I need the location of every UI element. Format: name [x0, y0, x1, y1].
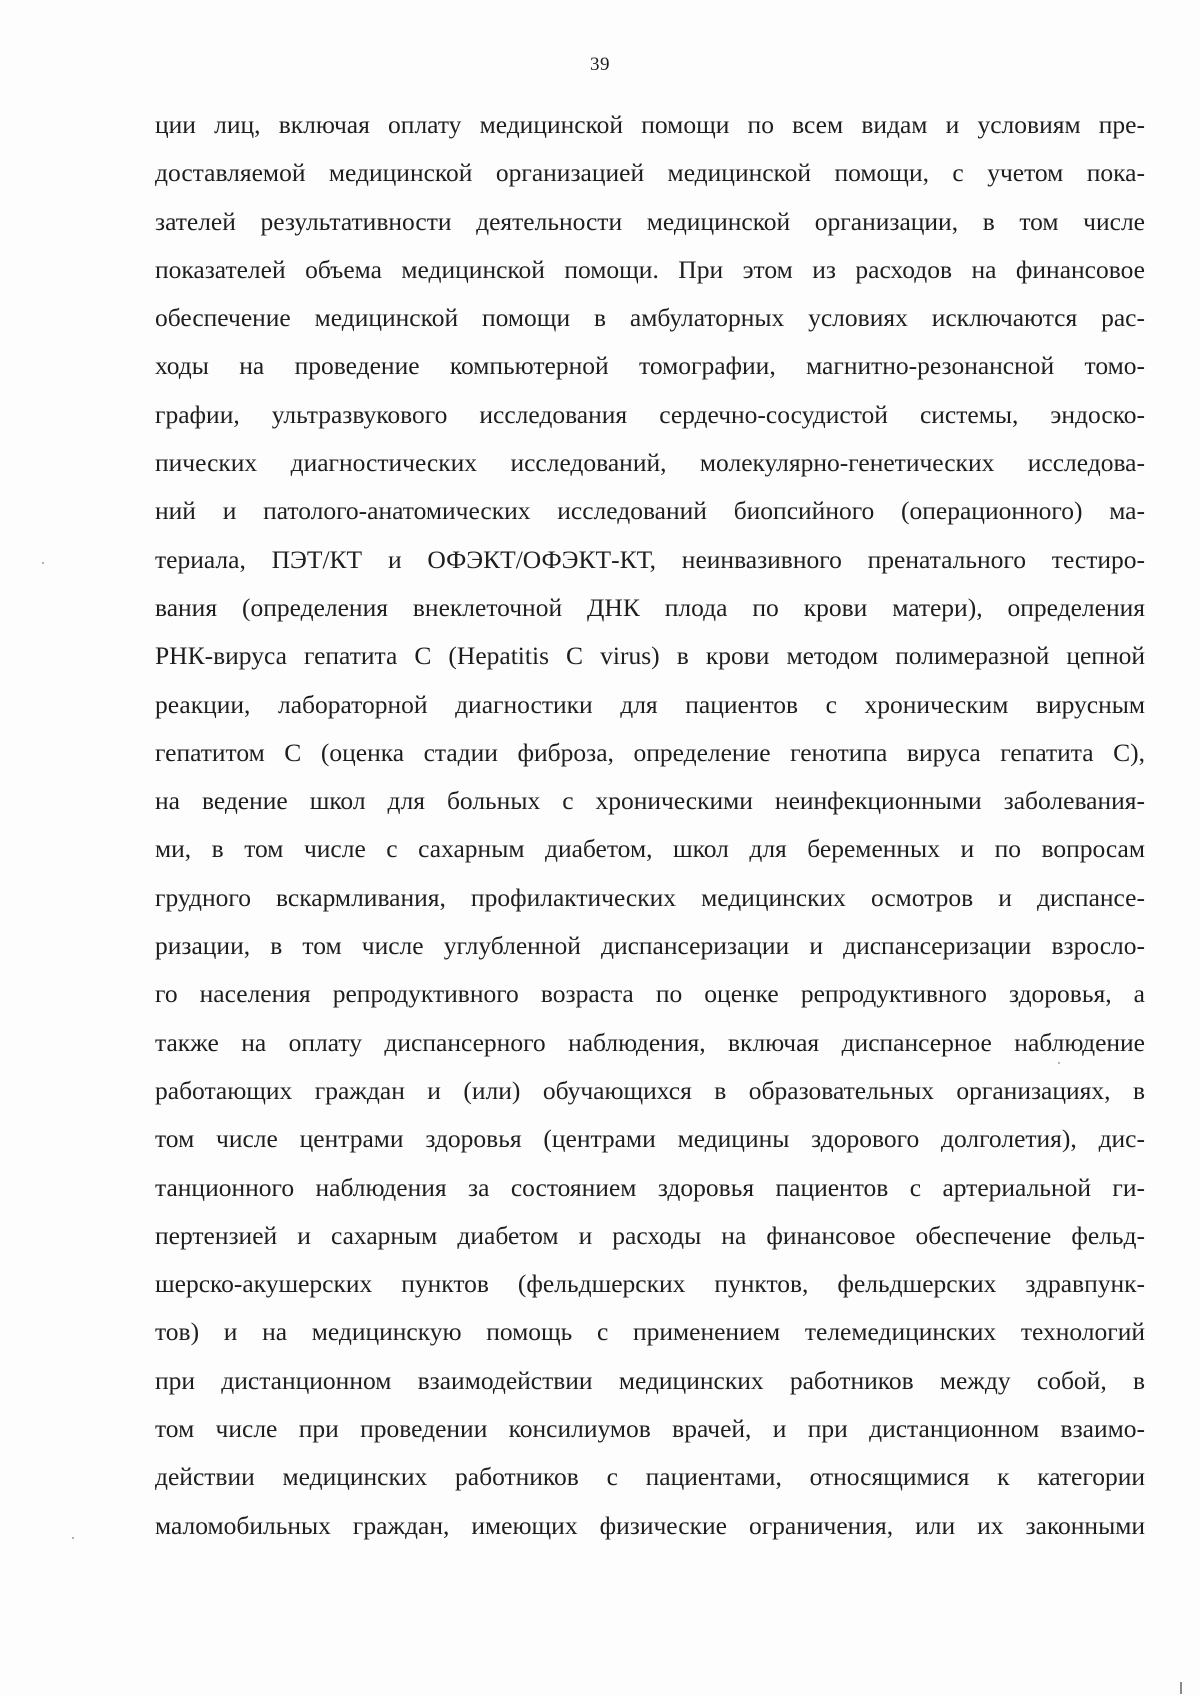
scan-speck — [1058, 1062, 1060, 1064]
text-line: танционного наблюдения за состоянием здоровья пациентов с артериальной ги- — [155, 1172, 1145, 1202]
text-line: ми, в том числе с сахарным диабетом, школ для беременных и по вопросам — [155, 834, 1145, 864]
text-line: тов) и на медицинскую помощь с применением телемедицинских технологий — [155, 1317, 1145, 1347]
text-line: пертензией и сахарным диабетом и расходы на финансовое обеспечение фельд- — [155, 1220, 1145, 1250]
text-line: грудного вскармливания, профилактических медицинских осмотров и диспансе- — [155, 882, 1145, 912]
text-line: гепатитом С (оценка стадии фиброза, определение генотипа вируса гепатита С), — [155, 737, 1145, 767]
body-text — [155, 101, 1145, 1550]
text-line: ний и патолого-анатомических исследований биопсийного (операционного) ма- — [155, 496, 1145, 526]
page-number: 39 — [590, 54, 610, 75]
text-line: обеспечение медицинской помощи в амбулаторных условиях исключаются рас- — [155, 303, 1145, 333]
text-line: показателей объема медицинской помощи. При этом из расходов на финансовое — [155, 254, 1145, 284]
text-line: маломобильных граждан, имеющих физические ограничения, или их законными — [155, 1510, 1145, 1540]
text-line: го населения репродуктивного возраста по оценке репродуктивного здоровья, а — [155, 979, 1145, 1009]
text-line: графии, ультразвукового исследования сердечно-сосудистой системы, эндоско- — [155, 399, 1145, 429]
text-line: действии медицинских работников с пациентами, относящимися к категории — [155, 1462, 1145, 1492]
text-line: пических диагностических исследований, молекулярно-генетических исследова- — [155, 448, 1145, 478]
text-line: на ведение школ для больных с хроническими неинфекционными заболевания- — [155, 786, 1145, 816]
text-line: ции лиц, включая оплату медицинской помощи по всем видам и условиям пре- — [155, 110, 1145, 139]
text-line: зателей результативности деятельности медицинской организации, в том числе — [155, 206, 1145, 236]
scan-edge-mark — [1180, 1682, 1182, 1694]
text-line: реакции, лабораторной диагностики для пациентов с хроническим вирусным — [155, 689, 1145, 719]
text-line: том числе при проведении консилиумов врачей, и при дистанционном взаимо- — [155, 1414, 1145, 1444]
text-line: шерско-акушерских пунктов (фельдшерских пунктов, фельдшерских здравпунк- — [155, 1269, 1145, 1299]
text-line: доставляемой медицинской организацией медицинской помощи, с учетом пока- — [155, 158, 1145, 188]
text-line: ходы на проведение компьютерной томографии, магнитно-резонансной томо- — [155, 351, 1145, 381]
text-line: том числе центрами здоровья (центрами медицины здорового долголетия), дис- — [155, 1124, 1145, 1154]
text-line: вания (определения внеклеточной ДНК плода по крови матери), определения — [155, 592, 1145, 622]
scan-speck — [42, 562, 44, 564]
text-line: работающих граждан и (или) обучающихся в образовательных организациях, в — [155, 1075, 1145, 1105]
text-line: также на оплату диспансерного наблюдения, включая диспансерное наблюдение — [155, 1027, 1145, 1057]
text-line: ризации, в том числе углубленной диспансеризации и диспансеризации взросло- — [155, 931, 1145, 961]
text-line: при дистанционном взаимодействии медицинских работников между собой, в — [155, 1365, 1145, 1395]
text-line: РНК-вируса гепатита С (Hepatitis C virus) в крови методом полимеразной цепной — [155, 641, 1145, 671]
scan-speck — [72, 1537, 74, 1539]
text-line: териала, ПЭТ/КТ и ОФЭКТ/ОФЭКТ-КТ, неинвазивного пренатального тестиро- — [155, 544, 1145, 574]
